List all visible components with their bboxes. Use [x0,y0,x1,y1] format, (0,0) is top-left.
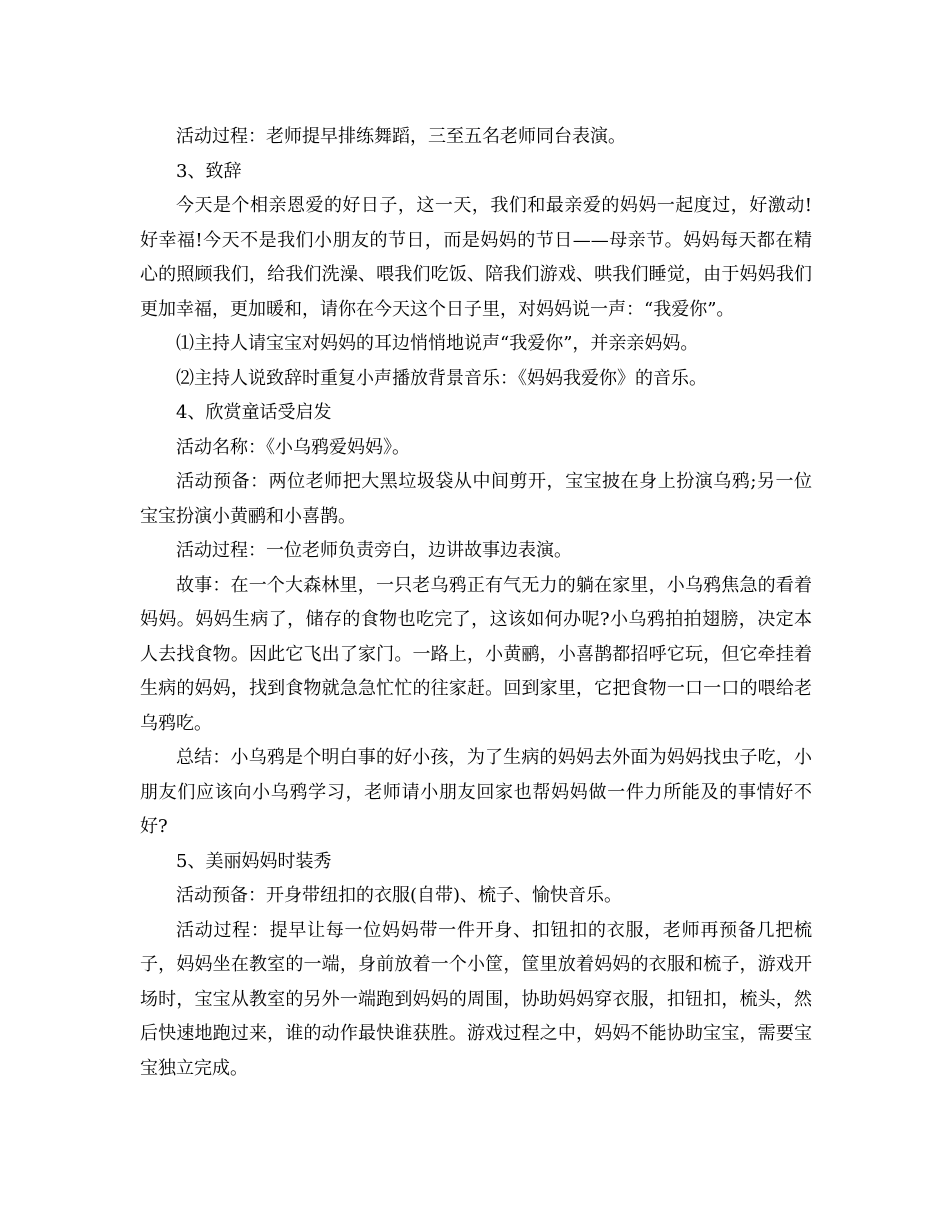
paragraph-host-step-1: ⑴主持人请宝宝对妈妈的耳边悄悄地说声“我爱你”，并亲亲妈妈。 [176,333,699,354]
paragraph-performance-process: 活动过程：老师提早排练舞蹈，三至五名老师同台表演。 [176,126,626,147]
section-heading-fairy-tale: 4、欣赏童话受启发 [176,402,332,423]
paragraph-summary: 总结：小乌鸦是个明白事的好小孩，为了生病的妈妈去外面为妈妈找虫子吃，小朋友们应该向小乌鸦学习，老师请小朋友回家也帮妈妈做一件力所能及的事情好不好? [140,747,812,837]
paragraph-show-process: 活动过程：提早让每一位妈妈带一件开身、扣钮扣的衣服，老师再预备几把梳子，妈妈坐在教室的一端，身前放着一个小筐，筐里放着妈妈的衣服和梳子，游戏开场时，宝宝从教室的另外一端跑到妈妈的周围，协助妈妈穿衣服，扣钮扣，梳头，然后快速地跑过来，谁的动作最快谁获胜。游戏过程之中，妈妈不能协助宝宝，需要宝宝独立完成。 [140,919,812,1079]
paragraph-host-step-2: ⑵主持人说致辞时重复小声播放背景音乐：《妈妈我爱你》的音乐。 [176,367,707,389]
paragraph-activity-name: 活动名称：《小乌鸦爱妈妈》。 [176,436,410,458]
paragraph-story: 故事：在一个大森林里，一只老乌鸦正有气无力的躺在家里，小乌鸦焦急的看着妈妈。妈妈生病了，储存的食物也吃完了，这该如何办呢?小乌鸦拍拍翅膀，决定本人去找食物。因此它飞出了家门。一路上，小黄鹂，小喜鹊都招呼它玩，但它牵挂着生病的妈妈，找到食物就急急忙忙的往家赶。回到家里，它把食物一口一口的喂给老乌鸦吃。 [140,574,812,734]
paragraph-activity-process: 活动过程：一位老师负责旁白，边讲故事边表演。 [176,540,572,561]
paragraph-show-preparation: 活动预备：开身带纽扣的衣服(自带)、梳子、愉快音乐。 [176,885,623,906]
section-heading-fashion-show: 5、美丽妈妈时装秀 [176,850,332,872]
document-body [140,120,812,1086]
paragraph-activity-preparation: 活动预备：两位老师把大黑垃圾袋从中间剪开，宝宝披在身上扮演乌鸦;另一位宝宝扮演小黄鹂和小喜鹊。 [140,471,812,527]
section-heading-speech: 3、致辞 [176,160,242,182]
paragraph-speech-text: 今天是个相亲恩爱的好日子，这一天，我们和最亲爱的妈妈一起度过，好激动!好幸福!今天不是我们小朋友的节日，而是妈妈的节日——母亲节。妈妈每天都在精心的照顾我们，给我们洗澡、喂我们吃饭、陪我们游戏、哄我们睡觉，由于妈妈我们更加幸福，更加暖和，请你在今天这个日子里，对妈妈说一声：“我爱你”。 [140,195,812,320]
